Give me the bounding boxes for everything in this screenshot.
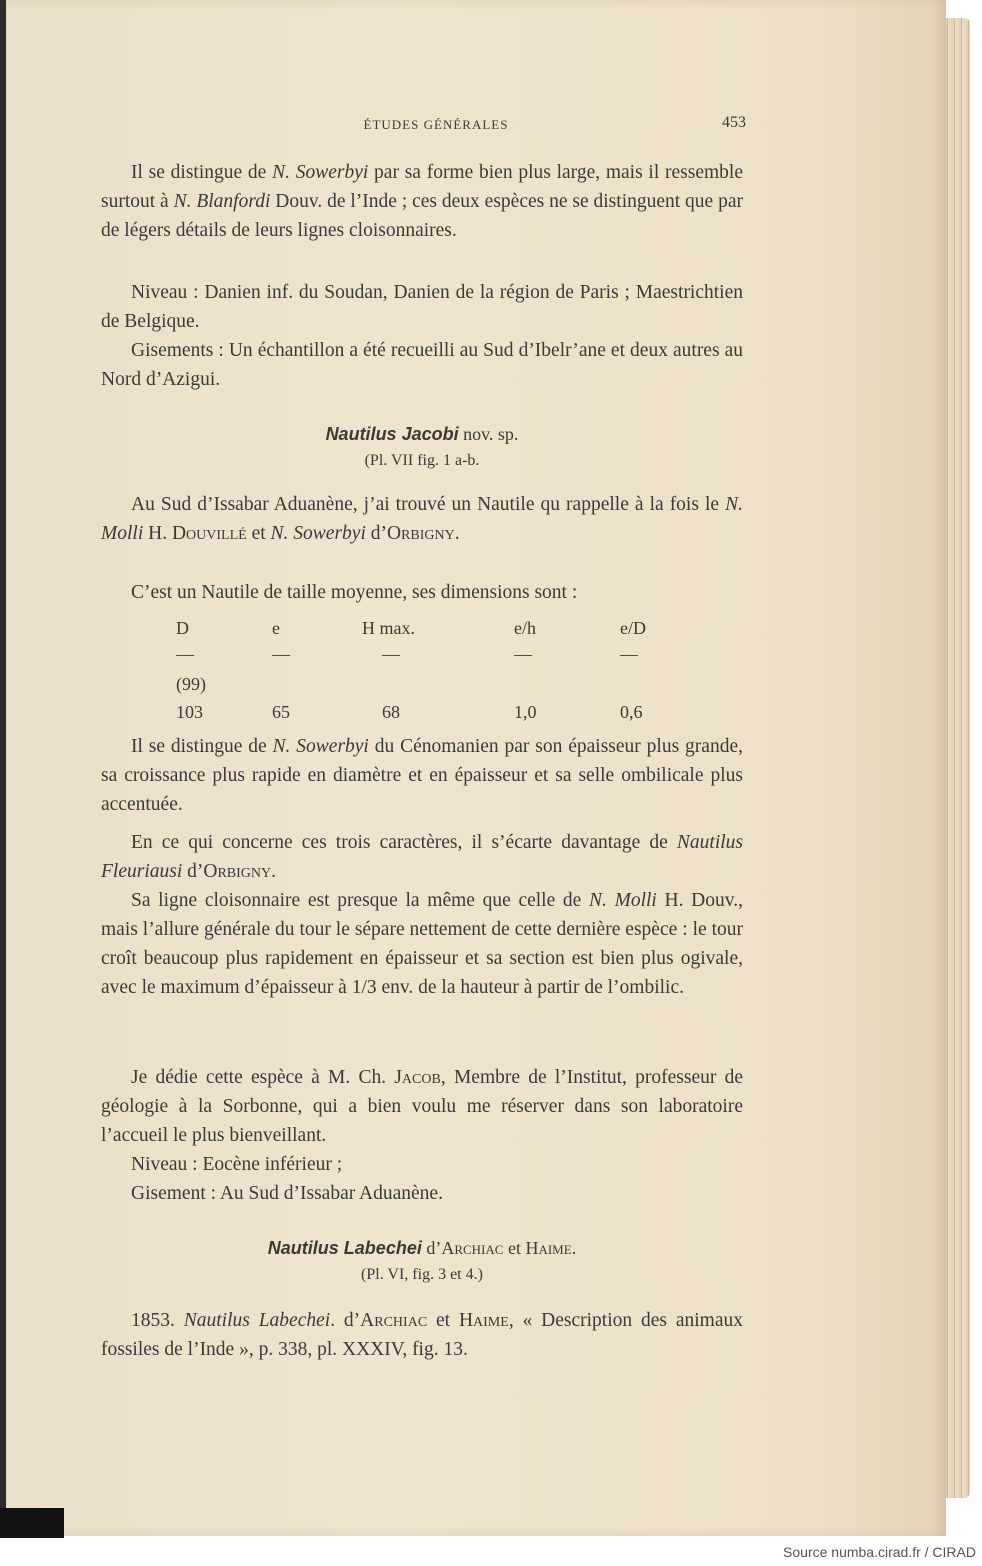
table-cell: 0,6 bbox=[620, 702, 643, 722]
table-dash: — bbox=[620, 644, 638, 664]
paragraph-gisements: Gisements : Un échantillon a été recueilli au Sud d’Ibelr’ane et deux autres au Nord d’Azigui. bbox=[101, 340, 743, 390]
table-cell: 68 bbox=[382, 702, 400, 722]
table-cell: 103 bbox=[176, 702, 203, 722]
source-credit: Source numba.cirad.fr / CIRAD bbox=[783, 1544, 976, 1560]
paragraph-niveau-2: Niveau : Eocène inférieur ; bbox=[131, 1154, 343, 1175]
plate-reference-labechei: (Pl. VI, fig. 3 et 4.) bbox=[361, 1266, 483, 1283]
table-header: e/h bbox=[514, 618, 536, 638]
running-head: ÉTUDES GÉNÉRALES bbox=[363, 117, 509, 132]
table-cell: 65 bbox=[272, 702, 290, 722]
table-header-row bbox=[176, 618, 696, 646]
paragraph-dimensions-intro: C’est un Nautile de taille moyenne, ses dimensions sont : bbox=[131, 582, 578, 603]
table-cell: (99) bbox=[176, 674, 206, 694]
species-heading-labechei: Nautilus Labechei d’Archiac et Haime. bbox=[267, 1238, 577, 1258]
table-dash: — bbox=[272, 644, 290, 664]
table-cell: 1,0 bbox=[514, 702, 537, 722]
page-number: 453 bbox=[722, 114, 746, 131]
table-header: D bbox=[176, 618, 189, 638]
paragraph-ligne-cloisonnaire: Sa ligne cloisonnaire est presque la même que celle de N. Molli H. Douv., mais l’allure générale du tour le sépare nettement de cette dernière espèce : le tour croît beaucoup plus rapidement en épaisseur et sa section est bien plus ogivale, avec le maximum d’épaisseur à 1/3 env. de la hauteur à partir de l’ombilic. bbox=[101, 890, 743, 998]
paragraph-issabar: Au Sud d’Issabar Aduanène, j’ai trouvé un Nautile qu rappelle à la fois le N. Molli H. Douvillé et N. Sowerbyi d’Orbigny. bbox=[101, 494, 743, 544]
table-header: e/D bbox=[620, 618, 646, 638]
table-dash: — bbox=[514, 644, 532, 664]
book-cover-corner bbox=[0, 1508, 64, 1538]
paragraph-gisement-2: Gisement : Au Sud d’Issabar Aduanène. bbox=[131, 1183, 443, 1204]
species-heading-jacobi: Nautilus Jacobi nov. sp. bbox=[325, 424, 519, 444]
paragraph-cenomanien: Il se distingue de N. Sowerbyi du Cénomanien par son épaisseur plus grande, sa croissance plus rapide en diamètre et en épaisseur et sa selle ombilicale plus accentuée. bbox=[101, 736, 743, 815]
book-page bbox=[6, 0, 946, 1536]
plate-reference-jacobi: (Pl. VII fig. 1 a-b. bbox=[364, 452, 480, 469]
paragraph-dedication: Je dédie cette espèce à M. Ch. Jacob, Membre de l’Institut, professeur de géologie à la Sorbonne, qui a bien voulu me réserver dans son laboratoire l’accueil le plus bienveillant. bbox=[101, 1067, 743, 1146]
table-row bbox=[176, 674, 696, 702]
paragraph-caracteres: En ce qui concerne ces trois caractères, il s’écarte davantage de Nautilus Fleuriausi d’Orbigny. bbox=[101, 832, 743, 882]
table-row bbox=[176, 702, 696, 730]
table-header: e bbox=[272, 618, 280, 638]
table-dash-row bbox=[176, 644, 696, 672]
paragraph-niveau: Niveau : Danien inf. du Soudan, Danien de la région de Paris ; Maestrichtien de Belgique. bbox=[101, 282, 743, 332]
paragraph-distinction: Il se distingue de N. Sowerbyi par sa forme bien plus large, mais il ressemble surtout à N. Blanfordi Douv. de l’Inde ; ces deux espèces ne se distinguent que par de légers détails de leurs lignes cloisonnaires. bbox=[101, 162, 743, 241]
table-dash: — bbox=[176, 644, 194, 664]
table-dash: — bbox=[382, 644, 400, 664]
table-header: H max. bbox=[362, 618, 415, 638]
paragraph-bibliography: 1853. Nautilus Labechei. d’Archiac et Haime, « Description des animaux fossiles de l’Inde », p. 338, pl. XXXIV, fig. 13. bbox=[101, 1310, 743, 1360]
